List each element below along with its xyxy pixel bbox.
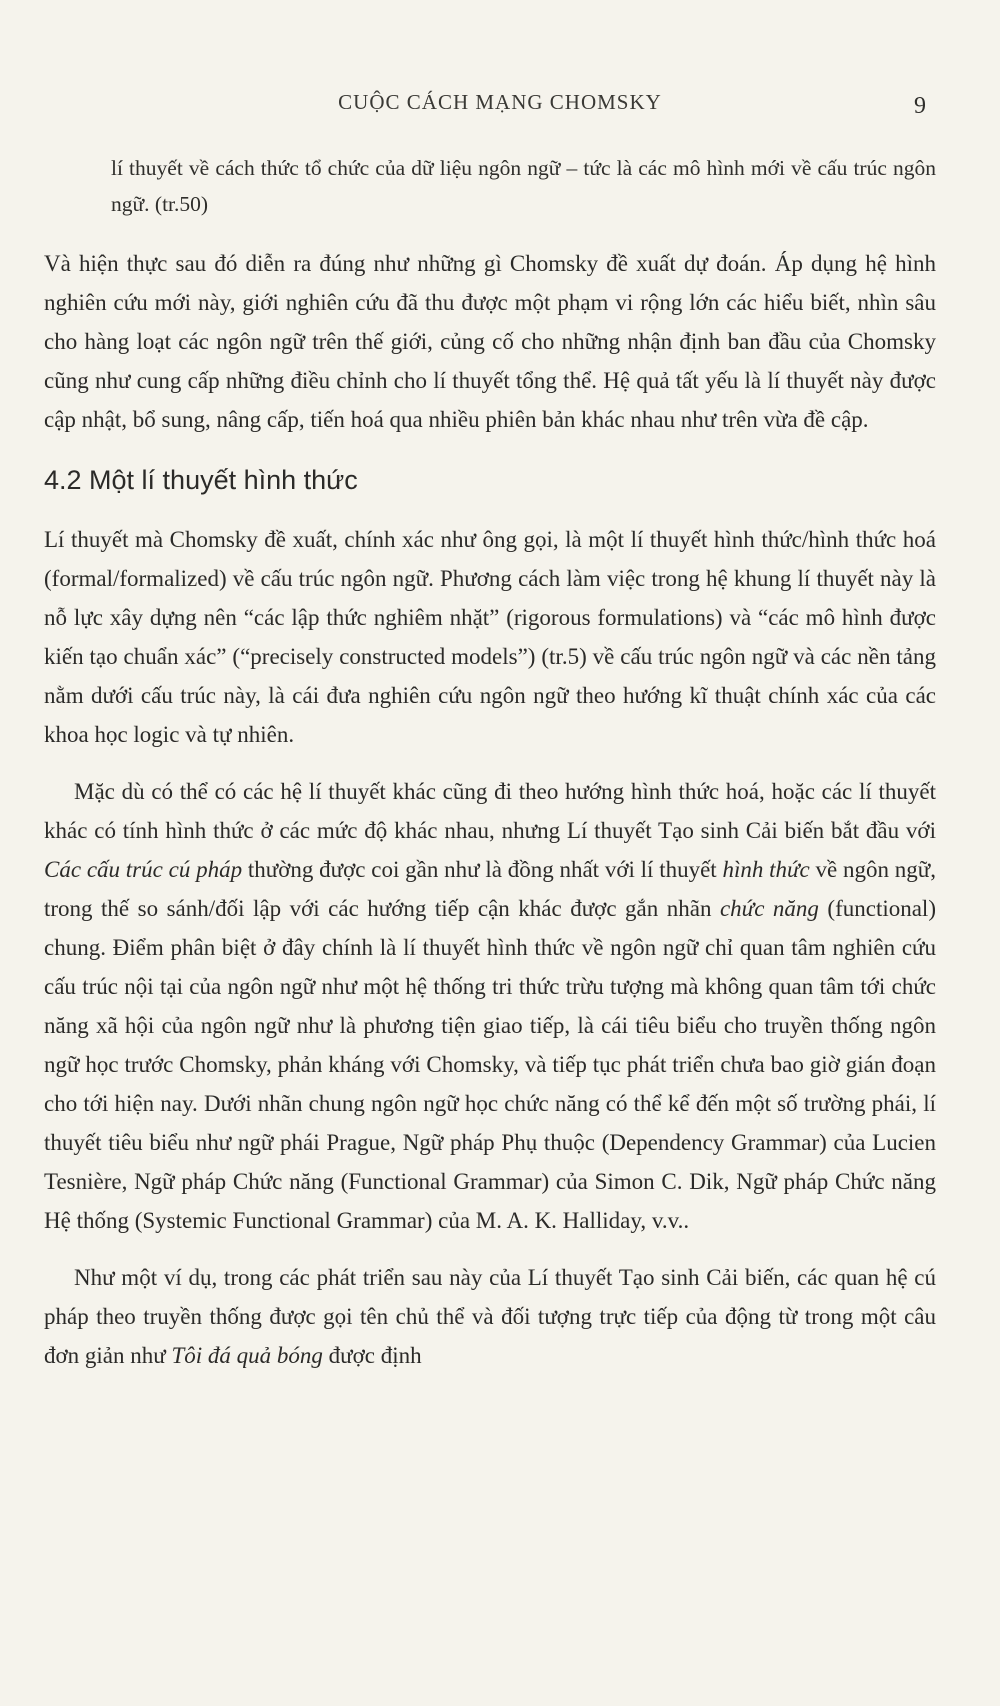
text-run: về ngôn ngữ, trong thế so sánh/đối lập với các hướng tiếp cận khác được gắn nhãn [44, 857, 936, 921]
italic-example: Tôi đá quả bóng [171, 1343, 323, 1368]
block-quote: lí thuyết về cách thức tổ chức của dữ liệu ngôn ngữ – tức là các mô hình mới về cấu trúc ngôn ngữ. (tr.50) [111, 156, 936, 216]
page-number: 9 [914, 93, 926, 119]
italic-term: hình thức [722, 857, 810, 882]
text-run: thường được coi gần như là đồng nhất với lí thuyết [242, 857, 723, 882]
text-run: được định [322, 1343, 422, 1368]
paragraph: Lí thuyết mà Chomsky đề xuất, chính xác như ông gọi, là một lí thuyết hình thức/hình thức hoá (formal/formalized) về cấu trúc ngôn ngữ. Phương cách làm việc trong hệ khung lí thuyết này là nỗ lực xây dựng nên “các lập thức nghiêm nhặt” (rigorous formulations) và “các mô hình được kiến tạo chuẩn xác” (“precisely constructed models”) (tr.5) về cấu trúc ngôn ngữ và các nền tảng nằm dưới cấu trúc này, là cái đưa nghiên cứu ngôn ngữ theo hướng kĩ thuật chính xác của các khoa học logic và tự nhiên. [44, 527, 936, 747]
text-run: Mặc dù có thể có các hệ lí thuyết khác cũng đi theo hướng hình thức hoá, hoặc các lí thuyết khác có tính hình thức ở các mức độ khác nhau, nhưng Lí thuyết Tạo sinh Cải biến bắt đầu với [44, 779, 936, 843]
paragraph [44, 772, 936, 1240]
running-head: CUỘC CÁCH MẠNG CHOMSKY [338, 90, 662, 114]
paragraph [44, 1258, 936, 1375]
page-body [44, 150, 936, 1375]
section-heading: 4.2 Một lí thuyết hình thức [44, 465, 358, 495]
paragraph: Và hiện thực sau đó diễn ra đúng như những gì Chomsky đề xuất dự đoán. Áp dụng hệ hình nghiên cứu mới này, giới nghiên cứu đã thu được một phạm vi rộng lớn các hiểu biết, nhìn sâu cho hàng loạt các ngôn ngữ trên thế giới, củng cố cho những nhận định ban đầu của Chomsky cũng như cung cấp những điều chỉnh cho lí thuyết tổng thể. Hệ quả tất yếu là lí thuyết này được cập nhật, bổ sung, nâng cấp, tiến hoá qua nhiều phiên bản khác nhau như trên vừa đề cập. [44, 251, 936, 432]
text-run: (functional) chung. Điểm phân biệt ở đây chính là lí thuyết hình thức về ngôn ngữ chỉ quan tâm nghiên cứu cấu trúc nội tại của ngôn ngữ như một hệ thống tri thức trừu tượng mà không quan tâm tới chức năng xã hội của ngôn ngữ như là phương tiện giao tiếp, là cái tiêu biểu cho truyền thống ngôn ngữ học trước Chomsky, phản kháng với Chomsky, và tiếp tục phát triển chưa bao giờ gián đoạn cho tới hiện nay. Dưới nhãn chung ngôn ngữ học chức năng có thể kể đến một số trường phái, lí thuyết tiêu biểu như ngữ phái Prague, Ngữ pháp Phụ thuộc (Dependency Grammar) của Lucien Tesnière, Ngữ pháp Chức năng (Functional Grammar) của Simon C. Dik, Ngữ pháp Chức năng Hệ thống (Systemic Functional Grammar) của M. A. K. Halliday, v.v.. [44, 896, 936, 1233]
italic-title: Các cấu trúc cú pháp [44, 857, 243, 882]
text-run: Như một ví dụ, trong các phát triển sau này của Lí thuyết Tạo sinh Cải biến, các quan hệ cú pháp theo truyền thống được gọi tên chủ thể và đối tượng trực tiếp của động từ trong một câu đơn giản như [44, 1265, 936, 1368]
italic-term: chức năng [719, 896, 819, 921]
